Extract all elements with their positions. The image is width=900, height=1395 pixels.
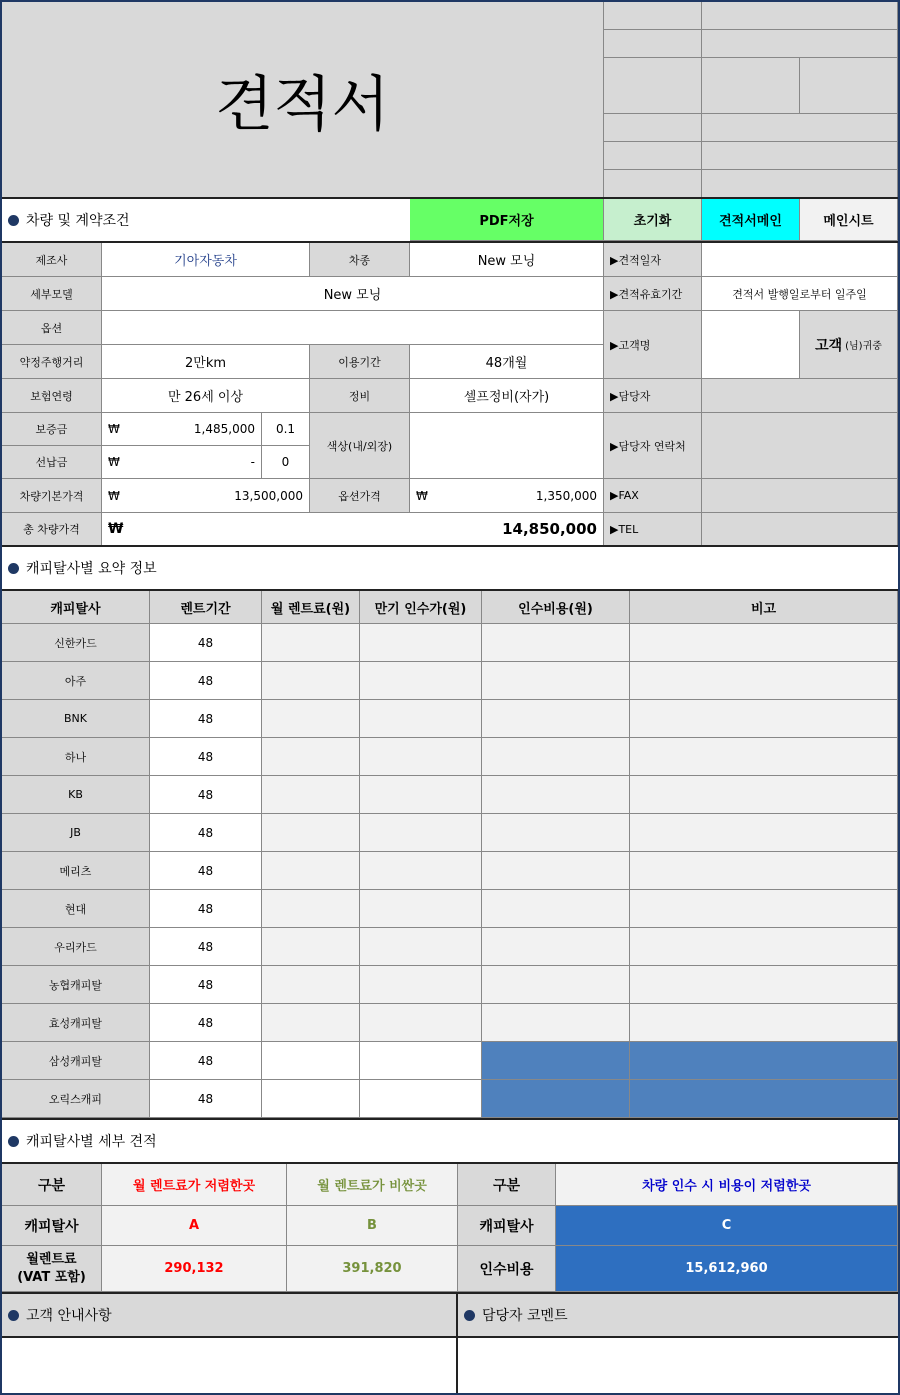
tel-label: ▶TEL	[604, 513, 702, 546]
monthly-rent-cell[interactable]	[262, 1042, 360, 1080]
capital-a: A	[102, 1206, 287, 1246]
note-cell[interactable]	[630, 814, 898, 852]
note-cell[interactable]	[630, 928, 898, 966]
expensive-rent-label: 월 렌트료가 비싼곳	[287, 1164, 458, 1206]
residual-cell[interactable]	[360, 624, 482, 662]
buy-cost-cell[interactable]	[482, 928, 630, 966]
residual-cell[interactable]	[360, 1004, 482, 1042]
monthly-rent-cell[interactable]	[262, 624, 360, 662]
buy-cost-cell[interactable]	[482, 814, 630, 852]
section-label: 캐피탈사별 요약 정보	[26, 561, 157, 577]
header-cell	[702, 30, 898, 58]
header-cell	[702, 114, 898, 142]
customer-name-cell	[800, 311, 898, 379]
monthly-rent-cell[interactable]	[262, 852, 360, 890]
note-cell[interactable]	[630, 624, 898, 662]
quote-main-button[interactable]: 견적서메인	[702, 199, 800, 241]
rent-period: 48	[150, 662, 262, 700]
col-header-buy-cost: 인수비용(원)	[482, 591, 630, 624]
detail-model-label: 세부모델	[2, 277, 102, 311]
monthly-rent-cell[interactable]	[262, 966, 360, 1004]
buy-cost-cell[interactable]	[482, 1042, 630, 1080]
section-summary-header	[2, 547, 898, 589]
mileage-value[interactable]: 2만km	[102, 345, 310, 379]
option-label: 옵션	[2, 311, 102, 345]
residual-cell[interactable]	[360, 814, 482, 852]
note-cell[interactable]	[630, 1080, 898, 1118]
customer-notice-body[interactable]	[2, 1338, 458, 1393]
capital-name: 효성캐피탈	[2, 1004, 150, 1042]
deposit-rate[interactable]: 0.1	[262, 413, 310, 446]
manager-contact-label: ▶담당자 연락처	[604, 413, 702, 479]
detail-col-label: 구분	[2, 1164, 102, 1206]
section-vehicle-header	[2, 199, 410, 241]
color-label: 색상(내/외장)	[310, 413, 410, 479]
monthly-rent-cell[interactable]	[262, 738, 360, 776]
buy-cost-cell[interactable]	[482, 776, 630, 814]
manager-comment-header	[458, 1294, 898, 1336]
pdf-save-button[interactable]: PDF저장	[410, 199, 604, 241]
note-cell[interactable]	[630, 700, 898, 738]
bullet-icon	[8, 563, 19, 574]
bullet-icon	[8, 215, 19, 226]
option-value[interactable]	[102, 311, 604, 345]
color-value[interactable]	[410, 413, 604, 479]
buy-cost-cell[interactable]	[482, 662, 630, 700]
monthly-rent-label-line1: 월렌트료	[26, 1251, 77, 1267]
monthly-rent-cell[interactable]	[262, 814, 360, 852]
header-cell	[702, 142, 898, 170]
deposit-currency: ₩	[102, 413, 132, 446]
header-cell	[800, 58, 898, 114]
c-buy-cost: 15,612,960	[556, 1246, 898, 1292]
note-cell[interactable]	[630, 738, 898, 776]
manager-contact-value[interactable]	[702, 413, 898, 479]
total-price-value: 14,850,000	[132, 513, 604, 546]
buy-cost-cell[interactable]	[482, 890, 630, 928]
reset-button[interactable]: 초기화	[604, 199, 702, 241]
header-cell	[604, 142, 702, 170]
section-label: 캐피탈사별 세부 견적	[26, 1134, 157, 1150]
monthly-rent-cell[interactable]	[262, 1080, 360, 1118]
capital-name: 우리카드	[2, 928, 150, 966]
monthly-rent-cell[interactable]	[262, 700, 360, 738]
insurance-age-label: 보험연령	[2, 379, 102, 413]
capital-name: 현대	[2, 890, 150, 928]
buy-cost-cell[interactable]	[482, 624, 630, 662]
residual-cell[interactable]	[360, 852, 482, 890]
cheap-buy-label: 차량 인수 시 비용이 저렴한곳	[556, 1164, 898, 1206]
col-header-monthly: 월 렌트료(원)	[262, 591, 360, 624]
bullet-icon	[8, 1310, 19, 1321]
customer-notice-header	[2, 1294, 458, 1336]
rent-period: 48	[150, 738, 262, 776]
note-cell[interactable]	[630, 890, 898, 928]
residual-cell[interactable]	[360, 890, 482, 928]
buy-cost-cell[interactable]	[482, 966, 630, 1004]
detail-col-label-2: 구분	[458, 1164, 556, 1206]
buy-cost-cell[interactable]	[482, 700, 630, 738]
maintenance-label: 정비	[310, 379, 410, 413]
mileage-label: 약정주행거리	[2, 345, 102, 379]
prepay-currency: ₩	[102, 446, 132, 479]
monthly-rent-cell[interactable]	[262, 890, 360, 928]
maintenance-value[interactable]: 셀프정비(자가)	[410, 379, 604, 413]
customer-suffix: (님)귀중	[845, 341, 882, 352]
option-price-currency: ₩	[410, 479, 440, 513]
header-cell	[604, 30, 702, 58]
residual-cell[interactable]	[360, 700, 482, 738]
model-label: 차종	[310, 243, 410, 277]
main-sheet-button[interactable]: 메인시트	[800, 199, 898, 241]
capital-label-2: 캐피탈사	[458, 1206, 556, 1246]
note-cell[interactable]	[630, 662, 898, 700]
quote-date-value[interactable]	[702, 243, 898, 277]
rent-period: 48	[150, 814, 262, 852]
rent-period: 48	[150, 966, 262, 1004]
residual-cell[interactable]	[360, 738, 482, 776]
b-monthly-rent: 391,820	[287, 1246, 458, 1292]
rent-period: 48	[150, 852, 262, 890]
residual-cell[interactable]	[360, 1042, 482, 1080]
tel-value[interactable]	[702, 513, 898, 546]
fax-label: ▶FAX	[604, 479, 702, 513]
base-price-currency: ₩	[102, 479, 132, 513]
col-header-period: 렌트기간	[150, 591, 262, 624]
header-cell	[604, 114, 702, 142]
prepay-value[interactable]: -	[132, 446, 262, 479]
page-title: 견적서	[2, 2, 604, 198]
note-cell[interactable]	[630, 1004, 898, 1042]
capital-name: 하나	[2, 738, 150, 776]
rent-period: 48	[150, 700, 262, 738]
capital-name: KB	[2, 776, 150, 814]
customer-name: 고객	[815, 337, 843, 354]
monthly-rent-cell[interactable]	[262, 928, 360, 966]
capital-label: 캐피탈사	[2, 1206, 102, 1246]
validity-label: ▶견적유효기간	[604, 277, 702, 311]
quote-date-label: ▶견적일자	[604, 243, 702, 277]
cheap-rent-label: 월 렌트료가 저렴한곳	[102, 1164, 287, 1206]
header-cell	[702, 58, 800, 114]
monthly-rent-cell[interactable]	[262, 662, 360, 700]
note-cell[interactable]	[630, 966, 898, 1004]
a-monthly-rent: 290,132	[102, 1246, 287, 1292]
capital-name: JB	[2, 814, 150, 852]
capital-name: 메리츠	[2, 852, 150, 890]
capital-name: 아주	[2, 662, 150, 700]
section-label: 차량 및 계약조건	[26, 213, 130, 229]
buy-cost-cell[interactable]	[482, 852, 630, 890]
maker-label: 제조사	[2, 243, 102, 277]
section-label: 고객 안내사항	[26, 1308, 112, 1324]
buy-cost-cell[interactable]	[482, 1004, 630, 1042]
capital-name: 신한카드	[2, 624, 150, 662]
note-cell[interactable]	[630, 852, 898, 890]
capital-b: B	[287, 1206, 458, 1246]
header-cell	[604, 2, 702, 30]
capital-name: 삼성캐피탈	[2, 1042, 150, 1080]
monthly-rent-label-line2: (VAT 포함)	[17, 1269, 86, 1285]
prepay-rate[interactable]: 0	[262, 446, 310, 479]
rent-period: 48	[150, 776, 262, 814]
capital-c: C	[556, 1206, 898, 1246]
rent-period: 48	[150, 1042, 262, 1080]
note-cell[interactable]	[630, 776, 898, 814]
insurance-age-value[interactable]: 만 26세 이상	[102, 379, 310, 413]
section-detail-header	[2, 1120, 898, 1162]
residual-cell[interactable]	[360, 662, 482, 700]
option-price-label: 옵션가격	[310, 479, 410, 513]
total-price-currency: ₩	[102, 513, 132, 546]
period-value[interactable]: 48개월	[410, 345, 604, 379]
header-cell	[604, 170, 702, 198]
validity-value: 견적서 발행일로부터 일주일	[702, 277, 898, 311]
note-cell[interactable]	[630, 1042, 898, 1080]
col-header-capital: 캐피탈사	[2, 591, 150, 624]
detail-model-value[interactable]: New 모닝	[102, 277, 604, 311]
buy-cost-label: 인수비용	[458, 1246, 556, 1292]
base-price-label: 차량기본가격	[2, 479, 102, 513]
manager-label: ▶담당자	[604, 379, 702, 413]
rent-period: 48	[150, 624, 262, 662]
capital-name: BNK	[2, 700, 150, 738]
capital-name: 농협캐피탈	[2, 966, 150, 1004]
col-header-note: 비고	[630, 591, 898, 624]
monthly-rent-cell[interactable]	[262, 1004, 360, 1042]
manager-value[interactable]	[702, 379, 898, 413]
model-value[interactable]: New 모닝	[410, 243, 604, 277]
rent-period: 48	[150, 928, 262, 966]
rent-period: 48	[150, 890, 262, 928]
residual-cell[interactable]	[360, 776, 482, 814]
section-label: 담당자 코멘트	[482, 1308, 568, 1324]
residual-cell[interactable]	[360, 1080, 482, 1118]
deposit-value[interactable]: 1,485,000	[132, 413, 262, 446]
bullet-icon	[8, 1136, 19, 1147]
monthly-rent-label	[2, 1246, 102, 1292]
header-cell	[702, 2, 898, 30]
rent-period: 48	[150, 1080, 262, 1118]
monthly-rent-cell[interactable]	[262, 776, 360, 814]
buy-cost-cell[interactable]	[482, 1080, 630, 1118]
buy-cost-cell[interactable]	[482, 738, 630, 776]
residual-cell[interactable]	[360, 928, 482, 966]
total-price-label: 총 차량가격	[2, 513, 102, 546]
header-cell	[702, 170, 898, 198]
customer-value[interactable]	[702, 311, 800, 379]
residual-cell[interactable]	[360, 966, 482, 1004]
bullet-icon	[464, 1310, 475, 1321]
maker-value[interactable]: 기아자동차	[102, 243, 310, 277]
header-cell	[604, 58, 702, 114]
col-header-residual: 만기 인수가(원)	[360, 591, 482, 624]
option-price-value[interactable]: 1,350,000	[440, 479, 604, 513]
prepay-label: 선납금	[2, 446, 102, 479]
capital-name: 오릭스캐피	[2, 1080, 150, 1118]
customer-label: ▶고객명	[604, 311, 702, 379]
fax-value[interactable]	[702, 479, 898, 513]
period-label: 이용기간	[310, 345, 410, 379]
rent-period: 48	[150, 1004, 262, 1042]
deposit-label: 보증금	[2, 413, 102, 446]
manager-comment-body[interactable]	[458, 1338, 898, 1393]
base-price-value: 13,500,000	[132, 479, 310, 513]
